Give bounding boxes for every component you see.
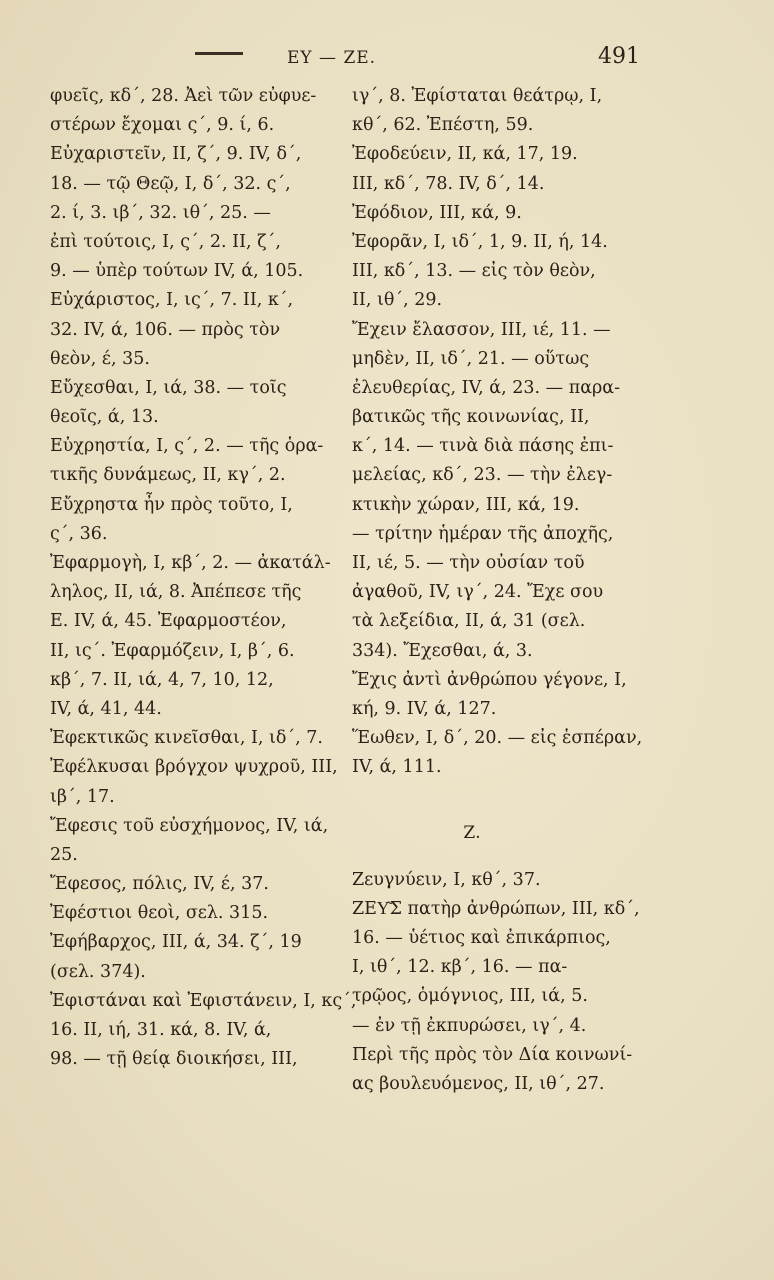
index-line: III, κδ΄, 78. IV, δ΄, 14. bbox=[352, 173, 545, 194]
index-line: θεοῖς, ά, 13. bbox=[50, 407, 159, 428]
index-line: II, ιέ, 5. — τὴν οὐσίαν τοῦ bbox=[352, 553, 585, 573]
index-line: Εὐχαριστεῖν, II, ζ΄, 9. IV, δ΄, bbox=[50, 144, 302, 165]
index-line: Ἐφόδιον, III, κά, 9. bbox=[352, 202, 522, 223]
index-line: ιγ΄, 8. Ἐφίσταται θεάτρῳ, I, bbox=[352, 86, 603, 106]
left-column bbox=[50, 82, 357, 1074]
right-column bbox=[352, 82, 652, 1099]
index-line: ἐλευθερίας, IV, ά, 23. — παρα- bbox=[352, 377, 621, 398]
index-line: 2. ί, 3. ιβ΄, 32. ιθ΄, 25. — bbox=[50, 202, 271, 223]
index-line: Εὔχρηστα ἦν πρὸς τοῦτο, I, bbox=[50, 494, 293, 515]
header-rule bbox=[195, 52, 243, 55]
index-line: — τρίτην ἡμέραν τῆς ἀποχῆς, bbox=[352, 523, 614, 544]
page-header bbox=[0, 44, 774, 78]
index-line: Εὐχάριστος, I, ις΄, 7. II, κ΄, bbox=[50, 290, 294, 311]
index-line: κτικὴν χώραν, III, κά, 19. bbox=[352, 494, 580, 515]
index-line: 18. — τῷ Θεῷ, I, δ΄, 32. ς΄, bbox=[50, 173, 291, 194]
index-line: ας βουλευόμενος, II, ιθ΄, 27. bbox=[352, 1074, 605, 1094]
index-line: Ἐφέλκυσαι βρόγχον ψυχροῦ, III, bbox=[50, 757, 338, 778]
index-line: 98. — τῇ θείᾳ διοικήσει, III, bbox=[50, 1049, 298, 1070]
index-line: Ἕωθεν, I, δ΄, 20. — εἰς ἑσπέραν, bbox=[352, 728, 643, 749]
index-line: Ζευγνύειν, I, κθ΄, 37. bbox=[352, 869, 541, 890]
section-spacer bbox=[352, 783, 652, 819]
index-line: IV, ά, 111. bbox=[352, 757, 442, 778]
index-line: Ἐφοδεύειν, II, κά, 17, 19. bbox=[352, 144, 578, 165]
index-line: 32. IV, ά, 106. — πρὸς τὸν bbox=[50, 319, 281, 340]
index-line: ἀγαθοῦ, IV, ιγ΄, 24. Ἔχε σου bbox=[352, 582, 604, 603]
index-line: Ἐφαρμογὴ, I, κβ΄, 2. — ἀκατάλ- bbox=[50, 553, 331, 573]
index-line: ληλος, II, ιά, 8. Ἀπέπεσε τῆς bbox=[50, 582, 302, 603]
index-line: Ἔχις ἀντὶ ἀνθρώπου γέγονε, I, bbox=[352, 669, 627, 690]
index-line: IV, ά, 41, 44. bbox=[50, 698, 162, 719]
index-line: Εὔχεσθαι, I, ιά, 38. — τοῖς bbox=[50, 377, 287, 398]
index-line: τικῆς δυνάμεως, II, κγ΄, 2. bbox=[50, 465, 286, 486]
index-line: ἐπὶ τούτοις, I, ς΄, 2. II, ζ΄, bbox=[50, 231, 281, 252]
index-line: III, κδ΄, 13. — εἰς τὸν θεὸν, bbox=[352, 261, 596, 282]
index-line: — ἐν τῇ ἐκπυρώσει, ιγ΄, 4. bbox=[352, 1015, 587, 1036]
index-line: κ΄, 14. — τινὰ διὰ πάσης ἐπι- bbox=[352, 436, 614, 457]
index-line: 9. — ὑπὲρ τούτων IV, ά, 105. bbox=[50, 261, 304, 282]
index-line: Ἐφορᾶν, I, ιδ΄, 1, 9. II, ή, 14. bbox=[352, 231, 608, 252]
index-line: τὰ λεξείδια, II, ά, 31 (σελ. bbox=[352, 611, 586, 632]
index-line: Ἔφεσος, πόλις, IV, έ, 37. bbox=[50, 874, 269, 895]
index-line: ς΄, 36. bbox=[50, 523, 108, 544]
index-line: μελείας, κδ΄, 23. — τὴν ἐλεγ- bbox=[352, 465, 613, 486]
index-line: θεὸν, έ, 35. bbox=[50, 348, 150, 369]
index-line: βατικῶς τῆς κοινωνίας, II, bbox=[352, 407, 590, 428]
index-line: κβ΄, 7. II, ιά, 4, 7, 10, 12, bbox=[50, 669, 274, 690]
section-letter: Ζ. bbox=[463, 822, 481, 843]
index-line: II, ιθ΄, 29. bbox=[352, 290, 443, 311]
index-line: μηδὲν, II, ιδ΄, 21. — οὕτως bbox=[352, 348, 590, 369]
section-spacer bbox=[352, 848, 652, 866]
index-line: (σελ. 374). bbox=[50, 961, 146, 982]
index-line: Ἐφεκτικῶς κινεῖσθαι, I, ιδ΄, 7. bbox=[50, 728, 323, 749]
index-line: 334). Ἔχεσθαι, ά, 3. bbox=[352, 640, 533, 661]
index-line: ΖΕΥ͂Σ πατὴρ ἀνθρώπων, III, κδ΄, bbox=[352, 898, 640, 919]
index-line: Ἐφέστιοι θεοὶ, σελ. 315. bbox=[50, 903, 269, 924]
index-line: I, ιθ΄, 12. κβ΄, 16. — πα- bbox=[352, 957, 568, 978]
index-line: Ἔφεσις τοῦ εὐσχήμονος, IV, ιά, bbox=[50, 815, 329, 836]
index-line: 25. bbox=[50, 844, 78, 865]
index-line: 16. II, ιή, 31. κά, 8. IV, ά, bbox=[50, 1020, 272, 1040]
index-line: Περὶ τῆς πρὸς τὸν Δία κοινωνί- bbox=[352, 1044, 633, 1065]
running-head: ΕΥ — ΖΕ. bbox=[287, 48, 377, 68]
index-line: κθ΄, 62. Ἐπέστη, 59. bbox=[352, 115, 534, 136]
index-line: Ἐφιστάναι καὶ Ἐφιστάνειν, I, κς΄, bbox=[50, 990, 357, 1011]
index-line: φυεῖς, κδ΄, 28. Ἀεὶ τῶν εὐφυε- bbox=[50, 86, 317, 106]
index-line: 16. — ὑέτιος καὶ ἐπικάρπιος, bbox=[352, 928, 611, 949]
index-line: Εὐχρηστία, I, ς΄, 2. — τῆς ὁρα- bbox=[50, 436, 324, 457]
index-line: στέρων ἔχομαι ς΄, 9. ί, 6. bbox=[50, 115, 275, 136]
index-line: Ε. IV, ά, 45. Ἐφαρμοστέον, bbox=[50, 611, 287, 632]
index-line: Ἔχειν ἔλασσον, III, ιέ, 11. — bbox=[352, 319, 611, 340]
index-line: II, ις΄. Ἐφαρμόζειν, I, β΄, 6. bbox=[50, 640, 295, 661]
page-number: 491 bbox=[598, 44, 640, 69]
index-line: Ἐφήβαρχος, III, ά, 34. ζ΄, 19 bbox=[50, 932, 302, 953]
index-line: τρῷος, ὁμόγνιος, III, ιά, 5. bbox=[352, 986, 588, 1007]
index-line: ιβ΄, 17. bbox=[50, 786, 115, 807]
index-line: κή, 9. IV, ά, 127. bbox=[352, 698, 497, 719]
